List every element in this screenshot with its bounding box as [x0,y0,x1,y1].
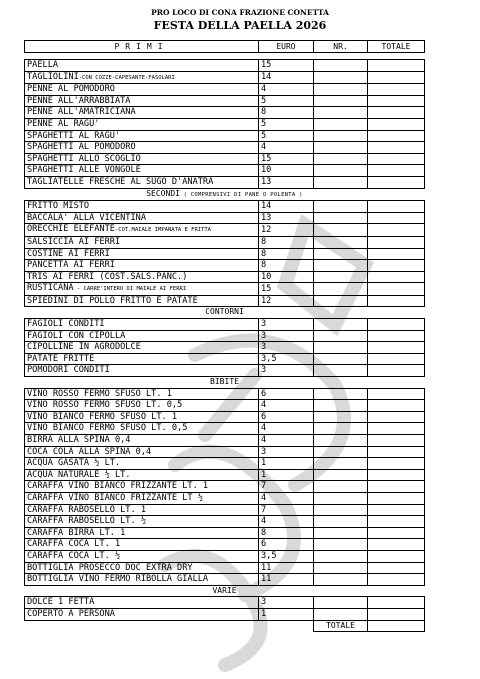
menu-item-price: 4 [259,492,314,504]
item-name-text: FAGIOLI CON CIPOLLA [27,330,126,341]
total-cell[interactable] [368,435,425,447]
grand-total-label: TOTALE [314,620,368,632]
quantity-cell[interactable] [314,295,368,307]
item-name-text: PENNE AL RAGU' [27,118,100,129]
section-title-text: BIBITE [210,377,239,387]
item-name-text: PATATE FRITTE [27,353,95,364]
menu-item-name [25,84,259,96]
menu-item-price: 3,5 [259,550,314,562]
column-total-header: TOTALE [368,41,425,53]
quantity-cell[interactable] [314,118,368,130]
total-cell[interactable] [368,224,425,237]
menu-item-row [25,201,425,213]
menu-item-name [25,118,259,130]
menu-item-price: 15 [259,283,314,296]
menu-item-price: 8 [259,260,314,272]
menu-item-row [25,248,425,260]
quantity-cell[interactable] [314,492,368,504]
menu-item-name [25,224,259,237]
item-name-text: CARAFFA BIRRA LT. 1 [27,527,126,538]
menu-item-price: 4 [259,423,314,435]
quantity-cell[interactable] [314,224,368,237]
total-cell[interactable] [368,342,425,354]
menu-item-name [25,319,259,331]
item-name-text: PENNE AL POMODORO [27,84,115,95]
menu-item-name [25,295,259,307]
quantity-cell[interactable] [314,388,368,400]
item-name-text: SPIEDINI DI POLLO FRITTO E PATATE [27,295,198,306]
order-table [24,40,425,632]
quantity-cell[interactable] [314,550,368,562]
menu-item-price: 8 [259,527,314,539]
total-cell[interactable] [368,130,425,142]
item-name-text: SPAGHETTI AL POMODORO [27,142,136,153]
menu-item-row [25,574,425,586]
quantity-cell[interactable] [314,248,368,260]
item-name-text: COCA COLA ALLA SPINA 0,4 [27,446,152,457]
total-cell[interactable] [368,481,425,493]
spacer-row [25,53,425,60]
empty-cell [25,620,259,632]
total-cell[interactable] [368,153,425,165]
menu-item-price: 8 [259,248,314,260]
menu-item-name [25,388,259,400]
item-name-text: PANCETTA AI FERRI [27,260,115,271]
menu-item-row [25,95,425,107]
menu-item-row [25,107,425,119]
quantity-cell[interactable] [314,469,368,481]
quantity-cell[interactable] [314,458,368,470]
menu-item-price: 13 [259,212,314,224]
quantity-cell[interactable] [314,516,368,528]
menu-item-price: 3 [259,365,314,377]
menu-item-price: 4 [259,516,314,528]
menu-item-name [25,423,259,435]
item-name-text: TAGLIATELLE FRESCHE AL SUGO D'ANATRA [27,176,214,187]
menu-item-row [25,423,425,435]
item-name-text: ACQUA NATURALE ½ LT. [27,469,131,480]
item-name-text: POMODORI CONDITI [27,365,110,376]
quantity-cell[interactable] [314,271,368,283]
menu-item-name [25,481,259,493]
menu-item-row [25,84,425,96]
item-name-text: ACQUA GASATA ½ LT. [27,458,121,469]
total-cell[interactable] [368,527,425,539]
quantity-cell[interactable] [314,153,368,165]
total-cell[interactable] [368,388,425,400]
menu-item-row [25,597,425,609]
menu-item-price: 14 [259,201,314,213]
menu-item-name [25,597,259,609]
menu-item-row [25,527,425,539]
menu-item-name [25,330,259,342]
quantity-cell[interactable] [314,84,368,96]
menu-item-row [25,353,425,365]
section-note: ( COMPRENSIVI DI PANE O POLENTA ) [179,191,303,198]
item-name-text: VINO ROSSO FERMO SFUSO LT. 0,5 [27,400,183,411]
menu-item-price: 4 [259,400,314,412]
quantity-cell[interactable] [314,107,368,119]
menu-item-name [25,446,259,458]
menu-item-price: 12 [259,295,314,307]
menu-item-price: 5 [259,130,314,142]
menu-item-row [25,365,425,377]
menu-item-name [25,60,259,72]
empty-cell [259,620,314,632]
menu-item-price: 3 [259,446,314,458]
total-cell[interactable] [368,550,425,562]
section-title-text: CONTORNI [205,307,244,317]
item-name-text: CIPOLLINE IN AGRODOLCE [27,342,141,353]
item-name-text: TAGLIOLINI [27,71,79,82]
menu-item-row [25,224,425,237]
menu-item-price: 8 [259,236,314,248]
item-name-text: DOLCE 1 FETTA [27,597,95,608]
menu-item-name [25,435,259,447]
total-cell[interactable] [368,562,425,574]
column-qty-header: NR. [314,41,368,53]
quantity-cell[interactable] [314,95,368,107]
item-name-text: PENNE ALL'AMATRICIANA [27,107,136,118]
section-title [25,585,425,597]
total-cell[interactable] [368,446,425,458]
total-cell[interactable] [368,260,425,272]
total-cell[interactable] [368,411,425,423]
total-cell[interactable] [368,236,425,248]
total-cell[interactable] [368,107,425,119]
menu-item-name [25,71,259,84]
section-header-row [25,188,425,201]
menu-item-row [25,388,425,400]
menu-item-row [25,212,425,224]
quantity-cell[interactable] [314,283,368,296]
menu-item-price: 8 [259,107,314,119]
menu-item-row [25,176,425,188]
menu-item-name [25,142,259,154]
menu-item-row [25,435,425,447]
menu-item-price: 3 [259,330,314,342]
menu-item-name [25,107,259,119]
menu-item-price: 12 [259,224,314,237]
menu-item-row [25,608,425,620]
quantity-cell[interactable] [314,71,368,84]
menu-item-price: 5 [259,95,314,107]
item-name-text: BIRRA ALLA SPINA 0,4 [27,435,131,445]
menu-item-row [25,319,425,331]
menu-item-row [25,481,425,493]
menu-item-name [25,504,259,516]
menu-item-row [25,165,425,177]
quantity-cell[interactable] [314,142,368,154]
menu-item-price: 7 [259,481,314,493]
item-name-text: SPAGHETTI AL RAGU' [27,130,121,141]
menu-item-name [25,608,259,620]
menu-item-price: 3 [259,342,314,354]
total-cell[interactable] [368,458,425,470]
item-name-text: COSTINE AI FERRI [27,248,110,259]
event-title: FESTA DELLA PAELLA 2026 [153,19,327,32]
total-cell[interactable] [368,319,425,331]
total-cell[interactable] [368,539,425,551]
item-name-text: CARAFFA VINO BIANCO FRIZZANTE LT ½ [27,492,203,503]
section-title-text: VARIE [212,585,237,595]
menu-item-name [25,353,259,365]
quantity-cell[interactable] [314,130,368,142]
menu-item-price: 3,5 [259,353,314,365]
quantity-cell[interactable] [314,446,368,458]
menu-item-price: 3 [259,597,314,609]
total-cell[interactable] [368,295,425,307]
quantity-cell[interactable] [314,165,368,177]
menu-item-row [25,60,425,72]
item-name-text: SALSICCIA AI FERRI [27,236,121,247]
section-header-row [25,307,425,319]
menu-item-price: 11 [259,562,314,574]
quantity-cell[interactable] [314,236,368,248]
menu-item-price: 10 [259,165,314,177]
menu-item-row [25,153,425,165]
quantity-cell[interactable] [314,481,368,493]
total-cell[interactable] [368,84,425,96]
total-cell[interactable] [368,271,425,283]
item-name-text: VINO ROSSO FERMO SFUSO LT. 1 [27,388,172,399]
menu-item-name [25,550,259,562]
quantity-cell[interactable] [314,504,368,516]
total-cell[interactable] [368,118,425,130]
item-name-text: CARAFFA COCA LT. ½ [27,550,121,561]
item-name-text: COPERTO A PERSONA [27,608,115,619]
total-cell[interactable] [368,60,425,72]
quantity-cell[interactable] [314,562,368,574]
section-header-row [25,585,425,597]
menu-item-row [25,562,425,574]
menu-item-row [25,271,425,283]
menu-item-price: 1 [259,458,314,470]
item-name-text: BOTTIGLIA PROSECCO DOC EXTRA DRY [27,562,193,573]
menu-item-name [25,527,259,539]
menu-item-name [25,283,259,296]
item-description: - CARRE'INTERO DI MAIALE AI FERRI [73,286,187,293]
total-cell[interactable] [368,330,425,342]
quantity-cell[interactable] [314,330,368,342]
total-cell[interactable] [368,176,425,188]
menu-item-row [25,458,425,470]
quantity-cell[interactable] [314,411,368,423]
menu-item-name [25,492,259,504]
menu-item-price: 6 [259,539,314,551]
total-cell[interactable] [368,201,425,213]
item-name-text: CARAFFA RABOSELLO LT. 1 [27,504,146,515]
item-name-text: PAELLA [27,60,59,70]
menu-item-row [25,236,425,248]
quantity-cell[interactable] [314,201,368,213]
menu-item-row [25,330,425,342]
item-name-text: PENNE ALL'ARRABBIATA [27,95,131,106]
menu-item-row [25,550,425,562]
menu-item-price: 4 [259,84,314,96]
menu-item-name [25,342,259,354]
menu-item-row [25,400,425,412]
quantity-cell[interactable] [314,212,368,224]
item-name-text: FRITTO MISTO [27,201,90,212]
quantity-cell[interactable] [314,608,368,620]
menu-item-row [25,539,425,551]
menu-item-name [25,248,259,260]
menu-item-row [25,260,425,272]
item-name-text: CARAFFA COCA LT. 1 [27,539,121,550]
quantity-cell[interactable] [314,597,368,609]
total-cell[interactable] [368,400,425,412]
menu-item-row [25,342,425,354]
total-cell[interactable] [368,608,425,620]
quantity-cell[interactable] [314,319,368,331]
menu-item-price: 4 [259,435,314,447]
item-name-text: VINO BIANCO FERMO SFUSO LT. 0,5 [27,423,188,434]
section-title [25,377,425,389]
menu-item-name [25,260,259,272]
item-name-text: RUSTICANA [27,283,74,294]
section-title [25,188,425,201]
menu-item-price: 7 [259,504,314,516]
menu-item-row [25,283,425,296]
quantity-cell[interactable] [314,527,368,539]
menu-item-name [25,400,259,412]
menu-item-row [25,130,425,142]
quantity-cell[interactable] [314,400,368,412]
item-name-text: SPAGHETTI ALLE VONGOLE [27,165,141,176]
menu-item-row [25,142,425,154]
menu-item-price: 6 [259,388,314,400]
grand-total-row [25,620,425,632]
quantity-cell[interactable] [314,176,368,188]
menu-item-price: 4 [259,142,314,154]
menu-item-row [25,492,425,504]
total-cell[interactable] [368,365,425,377]
menu-item-price: 15 [259,60,314,72]
menu-item-name [25,165,259,177]
total-cell[interactable] [368,423,425,435]
item-name-text: CARAFFA RABOSELLO LT. ½ [27,516,146,527]
menu-item-name [25,458,259,470]
column-item-header: PRIMI [25,41,259,53]
item-description: -CON COZZE-CAPESANTE-FASOLARI [78,74,175,81]
total-cell[interactable] [368,212,425,224]
item-name-text: SPAGHETTI ALLO SCOGLIO [27,153,141,164]
item-name-text: ORECCHIE ELEFANTE [27,224,115,235]
menu-item-name [25,95,259,107]
menu-item-row [25,411,425,423]
section-header-row [25,377,425,389]
menu-item-row [25,446,425,458]
total-cell[interactable] [368,71,425,84]
menu-item-row [25,71,425,84]
total-cell[interactable] [368,142,425,154]
total-cell[interactable] [368,469,425,481]
spacer-cell [25,53,425,60]
section-title [25,307,425,319]
menu-item-row [25,295,425,307]
total-cell[interactable] [368,504,425,516]
quantity-cell[interactable] [314,353,368,365]
menu-item-price: 1 [259,608,314,620]
item-name-text: BACCALA' ALLA VICENTINA [27,212,146,223]
menu-item-name [25,469,259,481]
total-cell[interactable] [368,248,425,260]
menu-item-name [25,130,259,142]
total-cell[interactable] [368,516,425,528]
total-cell[interactable] [368,574,425,586]
menu-item-price: 13 [259,176,314,188]
menu-item-name [25,539,259,551]
menu-item-row [25,469,425,481]
total-cell[interactable] [368,283,425,296]
quantity-cell[interactable] [314,574,368,586]
column-price-header: EURO [259,41,314,53]
menu-item-price: 6 [259,411,314,423]
menu-item-name [25,574,259,586]
menu-item-name [25,411,259,423]
menu-item-name [25,271,259,283]
menu-item-name [25,176,259,188]
menu-item-name [25,201,259,213]
quantity-cell[interactable] [314,342,368,354]
total-cell[interactable] [368,492,425,504]
total-cell[interactable] [368,165,425,177]
item-description: -COT.MAIALE IMPANATA E FRITTA [114,227,211,234]
menu-item-name [25,562,259,574]
quantity-cell[interactable] [314,423,368,435]
menu-item-price: 1 [259,469,314,481]
menu-item-name [25,516,259,528]
total-cell[interactable] [368,353,425,365]
menu-item-price: 3 [259,319,314,331]
quantity-cell[interactable] [314,60,368,72]
total-cell[interactable] [368,95,425,107]
quantity-cell[interactable] [314,260,368,272]
menu-item-price: 15 [259,153,314,165]
menu-item-price: 5 [259,118,314,130]
menu-item-row [25,118,425,130]
quantity-cell[interactable] [314,539,368,551]
menu-item-name [25,153,259,165]
quantity-cell[interactable] [314,365,368,377]
item-name-text: TRIS AI FERRI (COST.SALS.PANC.) [27,271,188,282]
menu-item-row [25,504,425,516]
item-name-text: FAGIOLI CONDITI [27,319,105,330]
item-name-text: BOTTIGLIA VINO FERMO RIBOLLA GIALLA [27,574,209,585]
menu-item-price: 14 [259,71,314,84]
section-title-text: SECONDI [146,188,180,198]
quantity-cell[interactable] [314,435,368,447]
menu-item-price: 11 [259,574,314,586]
grand-total-value[interactable] [368,620,425,632]
menu-item-price: 10 [259,271,314,283]
association-title: PRO LOCO DI CONA FRAZIONE CONETTA [151,8,329,17]
menu-item-name [25,236,259,248]
menu-item-row [25,516,425,528]
item-name-text: CARAFFA VINO BIANCO FRIZZANTE LT. 1 [27,481,209,492]
menu-item-name [25,365,259,377]
table-header [25,41,425,53]
item-name-text: VINO BIANCO FERMO SFUSO LT. 1 [27,411,178,422]
total-cell[interactable] [368,597,425,609]
menu-item-name [25,212,259,224]
